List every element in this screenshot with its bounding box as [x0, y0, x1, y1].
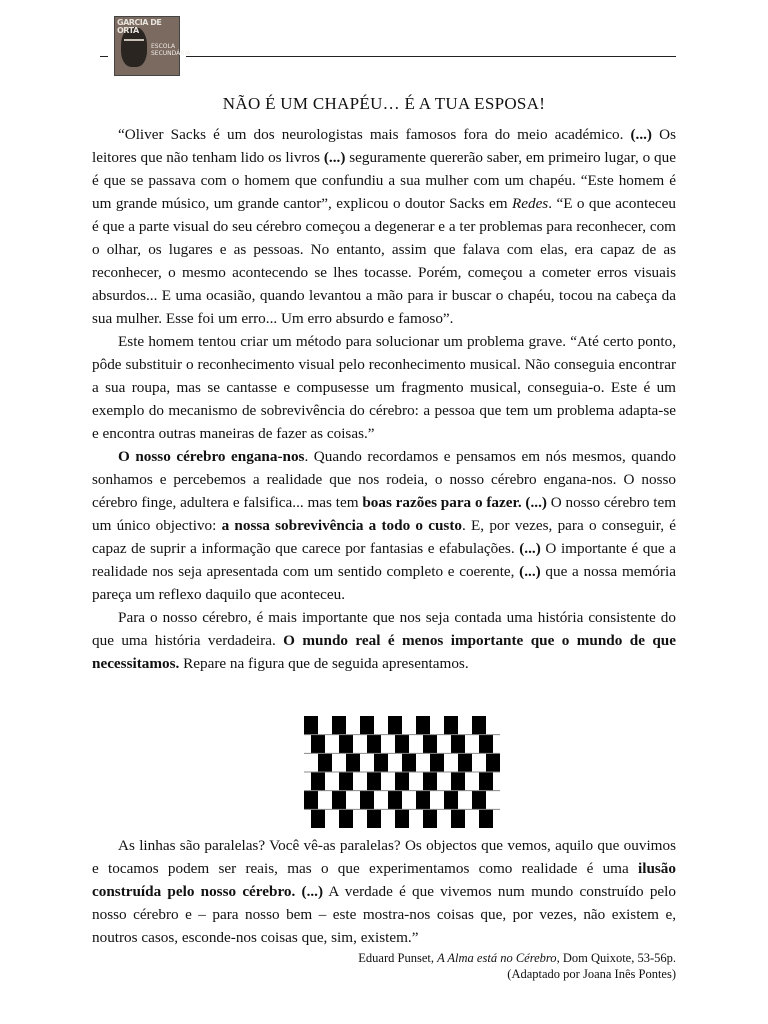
dark-tile — [388, 716, 402, 735]
dark-tile — [339, 735, 353, 754]
dark-tile — [479, 735, 493, 754]
paragraph — [92, 330, 676, 445]
dark-tile — [339, 772, 353, 791]
dark-tile — [395, 772, 409, 791]
dark-tile — [451, 809, 465, 828]
page-title: NÃO É UM CHAPÉU… É A TUA ESPOSA! — [222, 94, 546, 113]
text-run: que a nossa memória pareça um reflexo daquilo que aconteceu. — [92, 563, 676, 603]
bold-text: ilusão construída pelo nosso cérebro. (...) — [92, 860, 676, 900]
dark-tile — [311, 735, 325, 754]
source-credit — [358, 950, 676, 982]
logo-side-text: ESCOLA SECUNDÁRIA — [151, 43, 191, 57]
dark-tile — [360, 716, 374, 735]
dark-tile — [367, 809, 381, 828]
bold-text: (...) — [323, 149, 346, 166]
school-logo — [114, 16, 191, 76]
dark-tile — [367, 735, 381, 754]
dark-tile — [395, 735, 409, 754]
header-rule-left — [100, 56, 108, 57]
bold-text: (...) — [519, 540, 541, 557]
paragraph — [92, 123, 676, 330]
header-rule — [186, 56, 676, 57]
bold-text: (...) — [519, 563, 541, 580]
dark-tile — [458, 753, 472, 772]
paragraph — [92, 606, 676, 675]
dark-tile — [304, 791, 318, 810]
cafe-wall-illusion-figure — [304, 716, 500, 828]
citation-book-title: A Alma está no Cérebro — [437, 951, 557, 965]
dark-tile — [318, 753, 332, 772]
dark-tile — [360, 791, 374, 810]
citation-line — [358, 950, 676, 966]
dark-tile — [444, 716, 458, 735]
paragraph — [92, 445, 676, 606]
text-run: As linhas são paralelas? Você vê-as paralelas? Os objectos que vemos, aquilo que ouvimos e tocamos podem ser reais, mas o que experimentamos como realidade é uma — [92, 837, 676, 877]
dark-tile — [339, 809, 353, 828]
text-run: . “E o que aconteceu é que a parte visual do seu cérebro começou a degenerar e a ter problemas para reconhecer, com o olhar, os lugares e as pessoas. No entanto, assim que falava com elas, era capaz de as reconhecer, o mesmo acontecendo se lhes tocasse. Porém, começou a cometer erros visuais absurdos... E uma ocasião, quando levantou a mão para ir buscar o chapéu, tocou na cabeça da sua mulher. Esse foi um erro... Um erro absurdo e famoso”. — [92, 195, 677, 327]
dark-tile — [472, 716, 486, 735]
logo-text: GARCIA DE ORTA — [117, 18, 162, 35]
article-body — [92, 123, 676, 675]
text-run: . E, por vezes, para o conseguir, é capaz de suprir a informação que carece por fantasias e efabulações. — [92, 517, 676, 557]
text-run: “Oliver Sacks é um dos neurologistas mais famosos fora do meio académico. — [118, 126, 631, 143]
dark-tile — [423, 809, 437, 828]
dark-tile — [416, 791, 430, 810]
text-run: Repare na figura que de seguida apresentamos. — [179, 655, 469, 672]
dark-tile — [304, 716, 318, 735]
paragraph — [92, 834, 676, 949]
dark-tile — [416, 716, 430, 735]
text-run: O importante é que a realidade nos seja apresentada com um sentido completo e coerente, — [92, 540, 677, 580]
bold-text: O nosso cérebro engana-nos — [118, 448, 305, 465]
dark-tile — [374, 753, 388, 772]
dark-tile — [451, 735, 465, 754]
dark-tile — [402, 753, 416, 772]
dark-tile — [388, 791, 402, 810]
dark-tile — [472, 791, 486, 810]
dark-tile — [486, 753, 500, 772]
dark-tile — [423, 735, 437, 754]
logo-glasses-icon — [124, 39, 144, 46]
text-run: A verdade é que vivemos num mundo construído pelo nosso cérebro e – para nosso bem – este mostra-nos coisas que, por vezes, não existem e, noutros casos, esconde-nos coisas que, sim, existem.” — [92, 883, 676, 946]
adaptation-note: (Adaptado por Joana Inês Pontes) — [507, 967, 676, 981]
dark-tile — [423, 772, 437, 791]
dark-tile — [479, 772, 493, 791]
dark-tile — [444, 791, 458, 810]
dark-tile — [395, 809, 409, 828]
bold-text: a nossa sobrevivência a todo o custo — [221, 517, 462, 534]
dark-tile — [311, 772, 325, 791]
dark-tile — [451, 772, 465, 791]
text-run: . Quando recordamos e pensamos em nós mesmos, quando sonhamos e percebemos a realidade que nos rodeia, o nosso cérebro engana-nos. O nosso cérebro finge, adultera e falsifica... mas tem — [92, 448, 676, 511]
bold-text: boas razões para o fazer. (...) — [362, 494, 547, 511]
citation-author: Eduard Punset, — [358, 951, 438, 965]
text-run: O nosso cérebro tem um único objectivo: — [92, 494, 677, 534]
bold-text: O mundo real é menos importante que o mundo de que necessitamos. — [92, 632, 676, 672]
italic-text: Redes — [511, 195, 549, 212]
citation-publisher: , Dom Quixote, 53-56p. — [556, 951, 676, 965]
dark-tile — [430, 753, 444, 772]
text-run: seguramente quererão saber, em primeiro lugar, o que é que se passava com o homem que confundiu a sua mulher com um chapéu. “Este homem é um grande músico, um grande cantor”, explicou o doutor Sacks em — [92, 149, 676, 212]
text-run: Este homem tentou criar um método para solucionar um problema grave. “Até certo ponto, pôde substituir o reconhecimento visual pelo reconhecimento musical. Não conseguia encontrar a sua roupa, mas se cantasse e compusesse um fragmento musical, conseguia-o. Este é um exemplo do mecanismo de sobrevivência do cérebro: a pessoa que tem um problema adapta-se e encontra outras maneiras de fazer as coisas.” — [92, 333, 676, 442]
text-run: Para o nosso cérebro, é mais importante que nos seja contada uma história consistente do que uma história verdadeira. — [92, 609, 676, 649]
dark-tile — [311, 809, 325, 828]
dark-tile — [332, 791, 346, 810]
page-header — [100, 14, 680, 74]
closing-paragraph — [92, 834, 676, 949]
dark-tile — [332, 716, 346, 735]
text-run: Os leitores que não tenham lido os livros — [92, 126, 676, 166]
dark-tile — [367, 772, 381, 791]
dark-tile — [346, 753, 360, 772]
dark-tile — [479, 809, 493, 828]
bold-text: (...) — [630, 126, 652, 143]
